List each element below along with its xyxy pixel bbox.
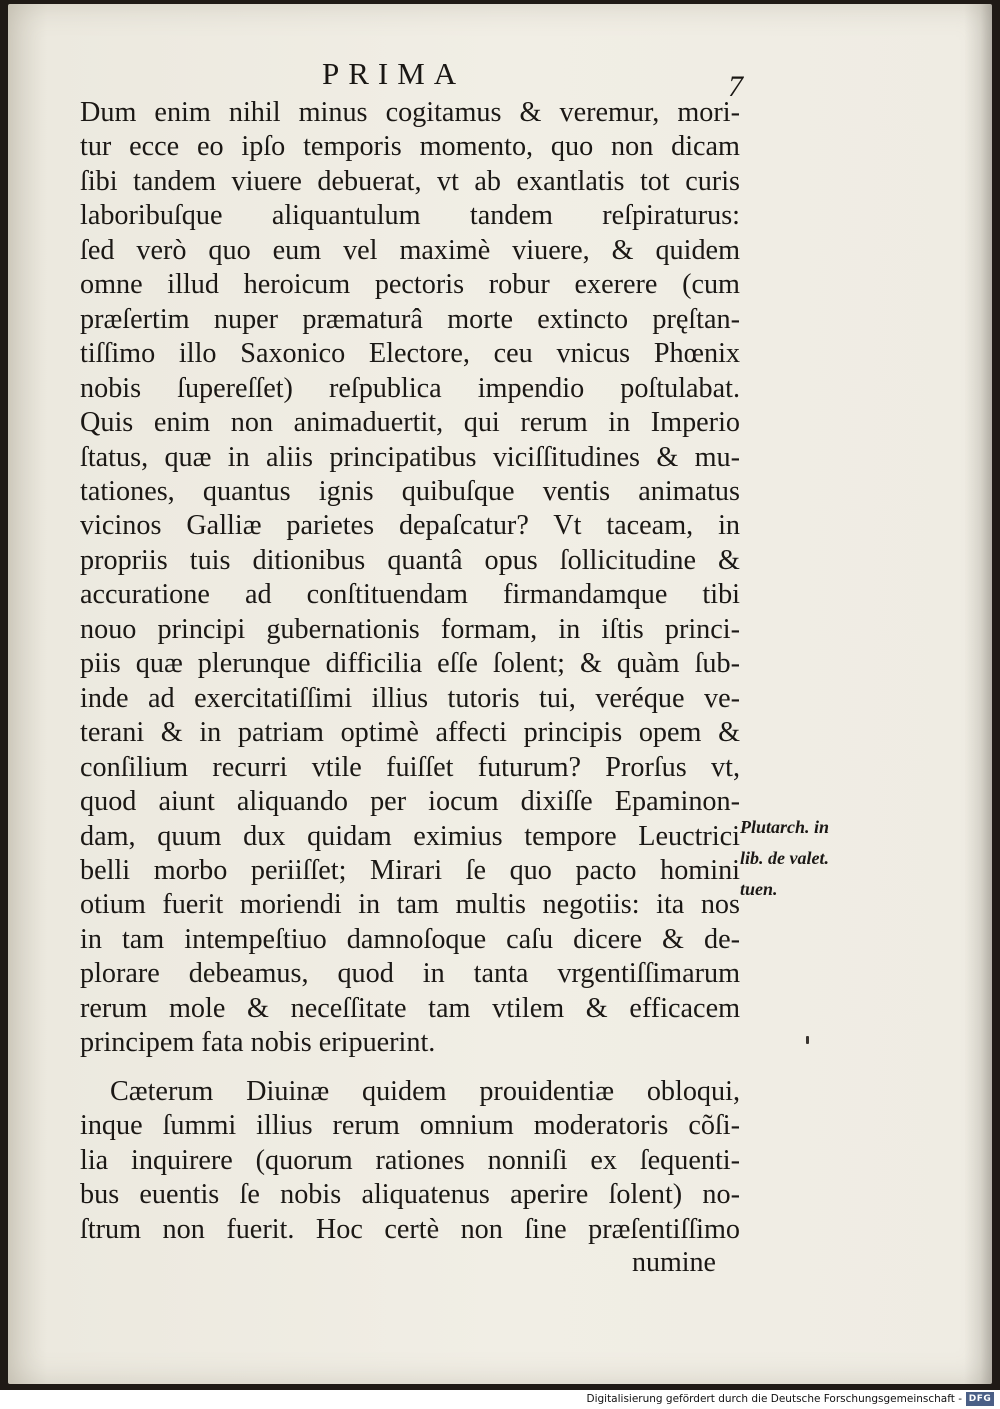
marginal-note-line: lib. de valet.	[740, 848, 829, 868]
text-line: omne illud heroicum pectoris robur exerere (cum	[80, 269, 740, 301]
body-text	[80, 96, 740, 1247]
page-edge-shadow	[964, 4, 992, 1384]
text-line: terani & in patriam optimè affecti principis opem &	[80, 717, 740, 749]
text-line: Dum enim nihil minus cogitamus & veremur, mori-	[80, 97, 740, 128]
marginal-note-line: tuen.	[740, 879, 778, 899]
text-line: nouo principi gubernationis formam, in iſtis princi-	[80, 613, 740, 645]
dfg-logo[interactable]: DFG	[966, 1392, 994, 1406]
text-line: nobis ſupereſſet) reſpublica impendio poſtulabat.	[80, 372, 740, 404]
text-line: principem fata nobis eripuerint.	[80, 1027, 436, 1059]
text-line: vicinos Galliæ parietes depaſcatur? Vt taceam, in	[80, 510, 740, 542]
text-line: Cæterum Diuinæ quidem prouidentiæ obloqui,	[110, 1075, 740, 1107]
text-line: dam, quum dux quidam eximius tempore Leuctrici	[80, 820, 740, 852]
text-line: plorare debeamus, quod in tanta vrgentiſſimarum	[80, 958, 740, 990]
text-line: tiſſimo illo Saxonico Electore, ceu vnicus Phœnix	[80, 338, 740, 370]
text-line: propriis tuis ditionibus quantâ opus ſollicitudine &	[80, 544, 740, 576]
text-line: piis quæ plerunque difficilia eſſe ſolent; & quàm ſub-	[80, 648, 740, 680]
text-line: ſtrum non fuerit. Hoc certè non ſine præſentiſſimo	[80, 1213, 740, 1245]
text-line: inque ſummi illius rerum omnium moderatoris cõſi-	[80, 1110, 740, 1142]
footer-bar	[0, 1390, 1000, 1409]
text-line: accuratione ad conſtituendam firmandamque tibi	[80, 579, 740, 611]
text-line: bus euentis ſe nobis aliquatenus aperire ſolent) no-	[80, 1179, 740, 1211]
footer-credit: Digitalisierung gefördert durch die Deutsche Forschungsgemeinschaft -	[586, 1393, 962, 1405]
page-number: 7	[728, 70, 743, 103]
text-line: rerum mole & neceſſitate tam vtilem & efficacem	[80, 992, 740, 1024]
text-line: laboribuſque aliquantulum tandem reſpiraturus:	[80, 200, 740, 232]
text-line: lia inquirere (quorum rationes nonniſi ex ſequenti-	[80, 1144, 740, 1176]
ink-speck	[806, 1036, 809, 1044]
text-line: Quis enim non animaduertit, qui rerum in Imperio	[80, 407, 740, 439]
running-head: PRIMA	[322, 56, 466, 91]
text-line: belli morbo periiſſet; Mirari ſe quo pacto homini	[80, 854, 740, 886]
text-line: in tam intempeſtiuo damnoſoque caſu dicere & de-	[80, 923, 740, 955]
text-line: inde ad exercitatiſſimi illius tutoris tui, veréque ve-	[80, 682, 740, 714]
text-line: ſibi tandem viuere debuerat, vt ab exantlatis tot curis	[80, 165, 740, 197]
text-line: tationes, quantus ignis quibuſque ventis animatus	[80, 475, 740, 507]
text-line: otium fuerit moriendi in tam multis negotiis: ita nos	[80, 889, 740, 921]
text-line: tur ecce eo ipſo temporis momento, quo non dicam	[80, 131, 740, 163]
text-line: ſtatus, quæ in aliis principatibus viciſſitudines & mu-	[80, 441, 740, 473]
paragraph-gap	[80, 1061, 740, 1075]
text-line: præſertim nuper præmaturâ morte extincto pręſtan-	[80, 303, 740, 335]
text-line: conſilium recurri vtile fuiſſet futurum? Prorſus vt,	[80, 751, 740, 783]
text-line: ſed verò quo eum vel maximè viuere, & quidem	[80, 234, 740, 266]
text-line: quod aiunt aliquando per iocum dixiſſe Epaminon-	[80, 786, 740, 818]
catchword: numine	[632, 1247, 716, 1278]
marginal-note	[740, 812, 890, 905]
marginal-note-line: Plutarch. in	[740, 817, 830, 837]
